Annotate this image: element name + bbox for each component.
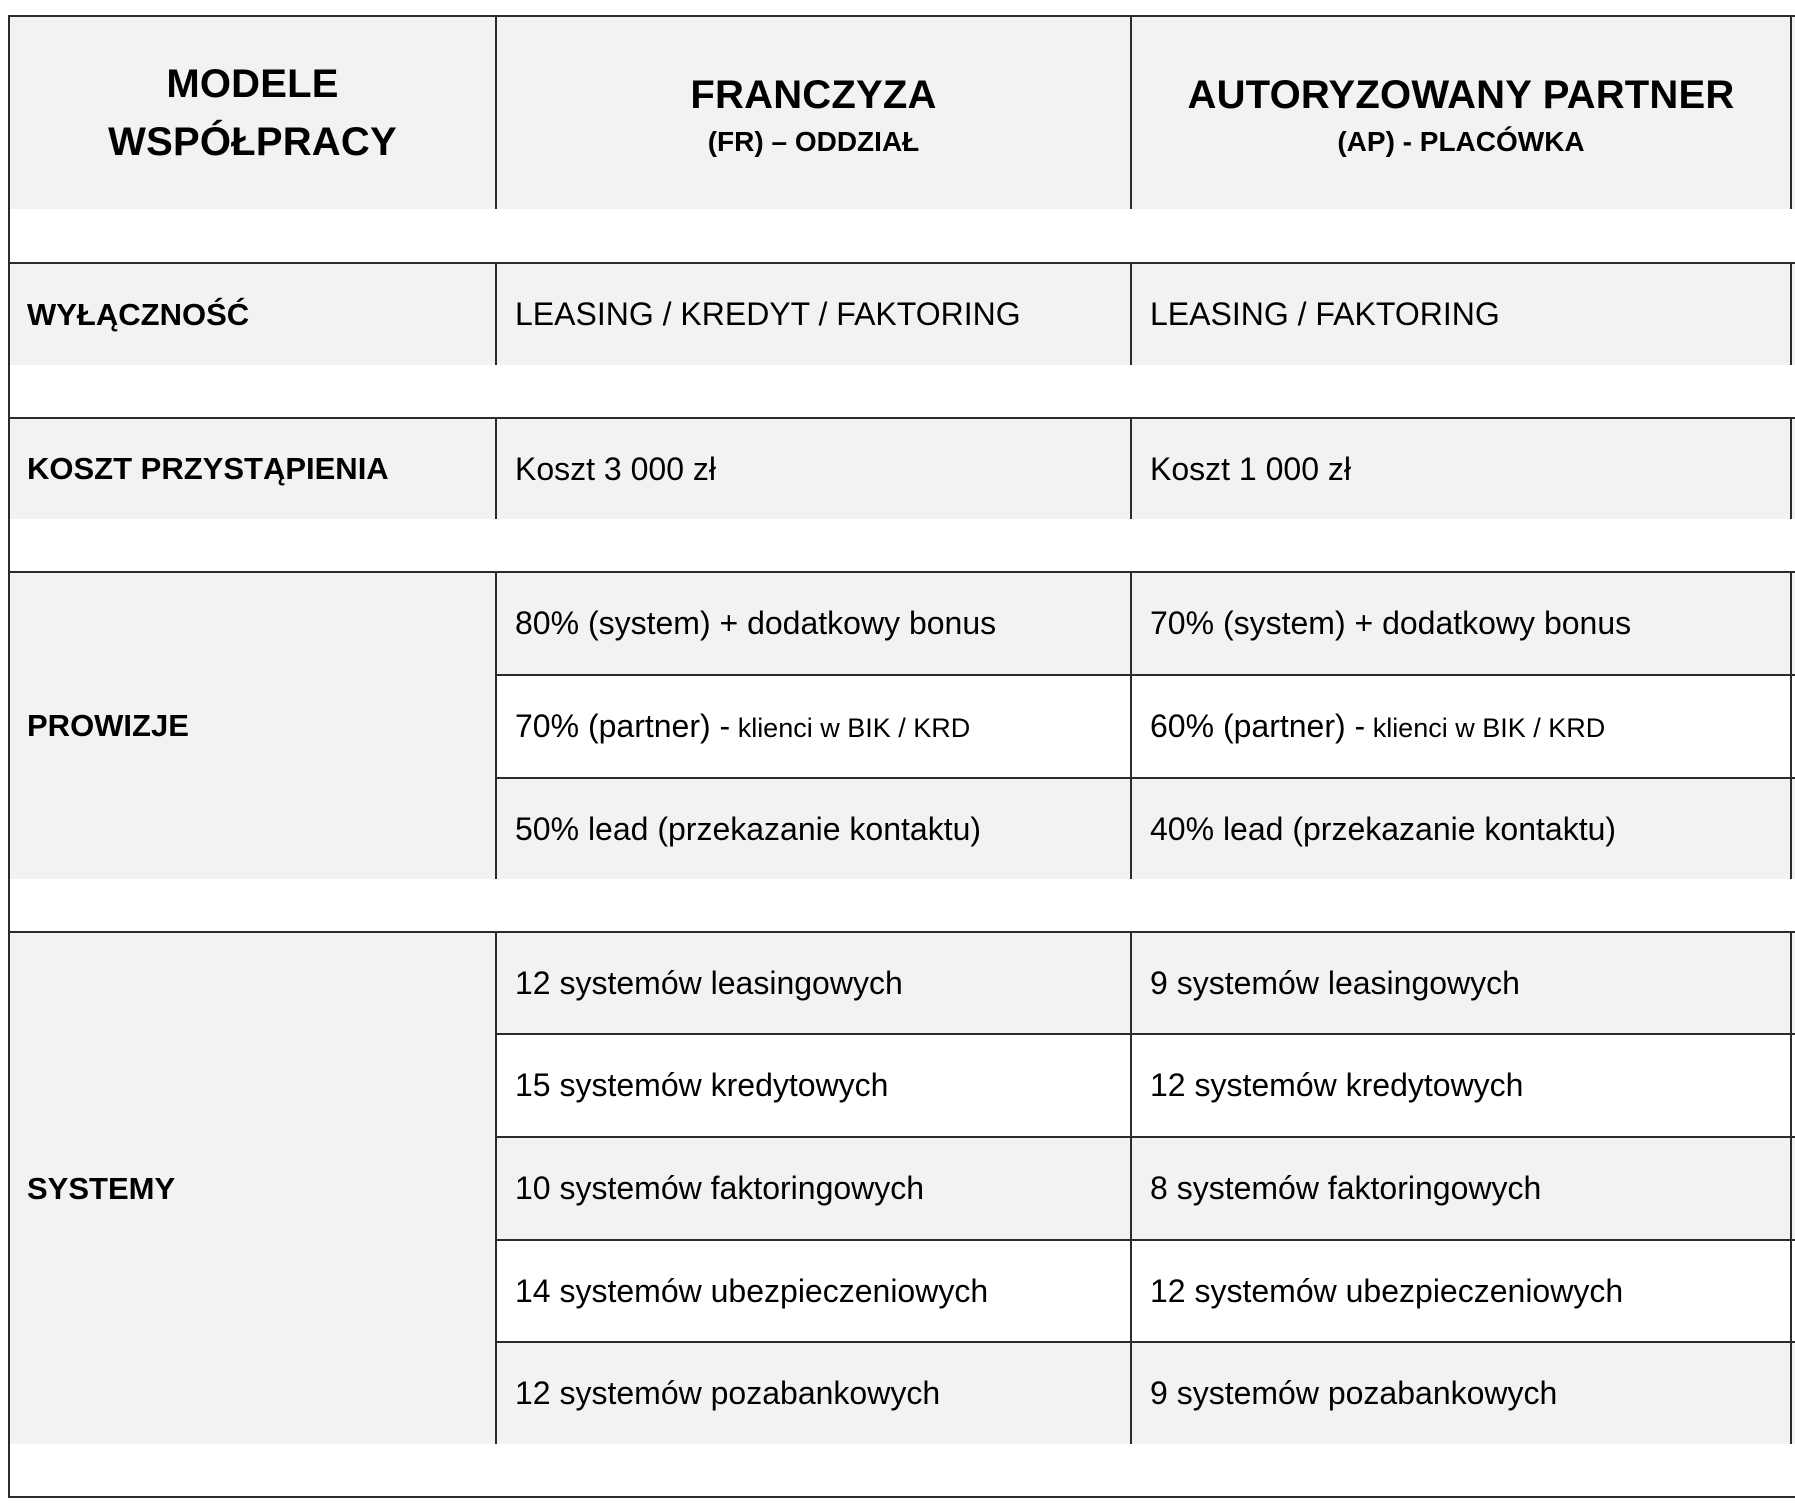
commission-note-text: klienci w BIK / KRD (1365, 713, 1606, 743)
systems-partner-cell (1130, 1136, 1792, 1241)
systems-franchise-insurance: 14 systemów ubezpieczeniowych (515, 1272, 989, 1309)
exclusivity-partner-cell (1130, 262, 1792, 367)
systems-partner-leasing: 9 systemów leasingowych (1150, 964, 1520, 1001)
commission-franchise-partner (515, 708, 970, 745)
commission-col3-cut (1790, 571, 1795, 676)
commission-franchise-lead: 50% lead (przekazanie kontaktu) (515, 810, 982, 847)
commission-partner-lead: 40% lead (przekazanie kontaktu) (1150, 810, 1617, 847)
spacer-row (8, 1444, 1795, 1498)
commission-franchise-cell (495, 777, 1132, 881)
systems-franchise-nonbank: 12 systemów pozabankowych (515, 1375, 941, 1411)
commission-franchise-cell (495, 674, 1132, 779)
systems-partner-cell (1130, 1033, 1792, 1138)
exclusivity-partner: LEASING / FAKTORING (1150, 296, 1500, 332)
commission-main-text: 70% (partner) - (515, 708, 731, 744)
exclusivity-col3-cut (1790, 262, 1795, 367)
entry-cost-franchise-cell (495, 417, 1132, 521)
commission-partner-partner (1150, 708, 1605, 745)
commission-col3-cut (1790, 674, 1795, 779)
spacer-row (8, 879, 1795, 933)
spacer-row (8, 519, 1795, 573)
commission-franchise-cell (495, 571, 1132, 676)
row-label-systems (8, 931, 497, 1446)
systems-partner-cell (1130, 1341, 1792, 1446)
systems-col3-cut (1790, 1341, 1795, 1446)
entry-cost-col3-cut (1790, 417, 1795, 521)
systems-col3-cut (1790, 931, 1795, 1035)
commission-partner-system: 70% (system) + dodatkowy bonus (1150, 605, 1632, 641)
row-label-commissions (8, 571, 497, 881)
row-label-entry-cost (8, 417, 497, 521)
header-authorized-partner (1130, 15, 1792, 211)
commission-main-text: 60% (partner) - (1150, 708, 1366, 744)
systems-partner-cell (1130, 1239, 1792, 1343)
systems-partner-cell (1130, 931, 1792, 1035)
spacer-row (8, 209, 1795, 264)
row-label-exclusivity (8, 262, 497, 367)
header-franchise-subtitle: (FR) – ODDZIAŁ (707, 126, 920, 157)
commission-franchise-system: 80% (system) + dodatkowy bonus (515, 605, 997, 641)
systems-col3-cut (1790, 1239, 1795, 1343)
systems-partner-factoring: 8 systemów faktoringowych (1150, 1170, 1542, 1206)
header-partner-title: AUTORYZOWANY PARTNER (1187, 73, 1735, 117)
systems-partner-insurance: 12 systemów ubezpieczeniowych (1150, 1272, 1624, 1309)
header-franchise-title: FRANCZYZA (690, 73, 937, 117)
systems-franchise-cell (495, 1136, 1132, 1241)
exclusivity-franchise-cell (495, 262, 1132, 367)
commission-partner-cell (1130, 571, 1792, 676)
header-partner-subtitle: (AP) - PLACÓWKA (1337, 126, 1585, 157)
entry-cost-label: KOSZT PRZYSTĄPIENIA (27, 451, 389, 486)
exclusivity-label: WYŁĄCZNOŚĆ (27, 296, 250, 332)
entry-cost-franchise: Koszt 3 000 zł (515, 450, 716, 487)
commission-partner-cell (1130, 777, 1792, 881)
commission-col3-cut (1790, 777, 1795, 881)
systems-franchise-cell (495, 1239, 1132, 1343)
systems-franchise-cell (495, 931, 1132, 1035)
systems-franchise-leasing: 12 systemów leasingowych (515, 964, 903, 1001)
commissions-label: PROWIZJE (27, 708, 189, 743)
exclusivity-franchise: LEASING / KREDYT / FAKTORING (515, 296, 1021, 332)
systems-franchise-credit: 15 systemów kredytowych (515, 1067, 889, 1103)
spacer-row (8, 365, 1795, 419)
systems-franchise-cell (495, 1033, 1132, 1138)
header-models-line1: MODELE (166, 62, 339, 106)
header-franchise (495, 15, 1132, 211)
systems-franchise-factoring: 10 systemów faktoringowych (515, 1170, 925, 1206)
entry-cost-partner: Koszt 1 000 zł (1150, 450, 1351, 487)
systems-col3-cut (1790, 1136, 1795, 1241)
entry-cost-partner-cell (1130, 417, 1792, 521)
header-models (8, 15, 497, 211)
systems-partner-nonbank: 9 systemów pozabankowych (1150, 1375, 1558, 1411)
header-col3-cut (1790, 15, 1795, 211)
commission-note-text: klienci w BIK / KRD (730, 713, 971, 743)
systems-col3-cut (1790, 1033, 1795, 1138)
systems-partner-credit: 12 systemów kredytowych (1150, 1067, 1524, 1103)
header-models-line2: WSPÓŁPRACY (108, 120, 397, 164)
systems-label: SYSTEMY (27, 1170, 176, 1206)
systems-franchise-cell (495, 1341, 1132, 1446)
commission-partner-cell (1130, 674, 1792, 779)
